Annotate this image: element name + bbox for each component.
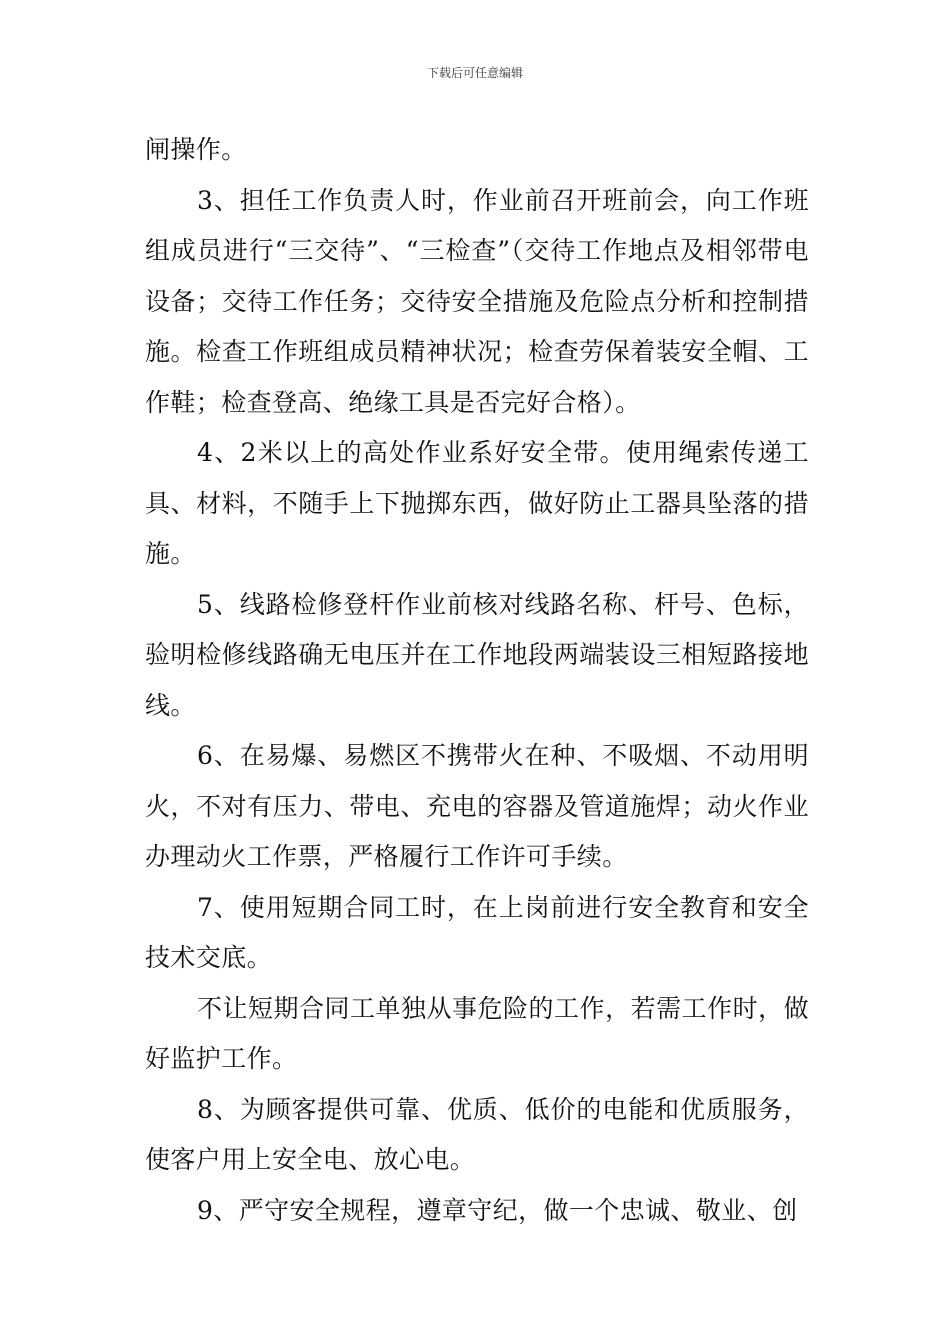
paragraph-item-3: 3、担任工作负责人时，作业前召开班前会，向工作班组成员进行“三交待”、“三检查”（交待工作地点及相邻带电设备；交待工作任务；交待安全措施及危险点分析和控制措施。检查工作班组成员精神状况；检查劳保着装安全帽、工作鞋；检查登高、绝缘工具是否完好合格）。 [145, 185, 809, 417]
paragraph-item-4: 4、2米以上的高处作业系好安全带。使用绳索传递工具、材料，不随手上下抛掷东西，做好防止工器具坠落的措施。 [145, 438, 809, 568]
page-header: 下载后可任意编辑 [426, 66, 523, 80]
paragraph-item-5: 5、线路检修登杆作业前核对线路名称、杆号、色标，验明检修线路确无电压并在工作地段两端装设三相短路接地线。 [145, 589, 809, 720]
paragraph-item-8: 8、为顾客提供可靠、优质、低价的电能和优质服务，使客户用上安全电、放心电。 [145, 1094, 809, 1174]
document-body [145, 125, 809, 1236]
paragraph-item-6: 6、在易爆、易燃区不携带火在种、不吸烟、不动用明火，不对有压力、带电、充电的容器及管道施焊；动火作业办理动火工作票，严格履行工作许可手续。 [145, 741, 809, 871]
paragraph-item-9: 9、严守安全规程，遵章守纪，做一个忠诚、敬业、创 [197, 1195, 798, 1225]
paragraph-item-7-note: 不让短期合同工单独从事危险的工作，若需工作时，做好监护工作。 [145, 993, 809, 1073]
paragraph-continuation: 闸操作。 [145, 135, 247, 164]
paragraph-item-7: 7、使用短期合同工时，在上岗前进行安全教育和安全技术交底。 [145, 892, 809, 972]
